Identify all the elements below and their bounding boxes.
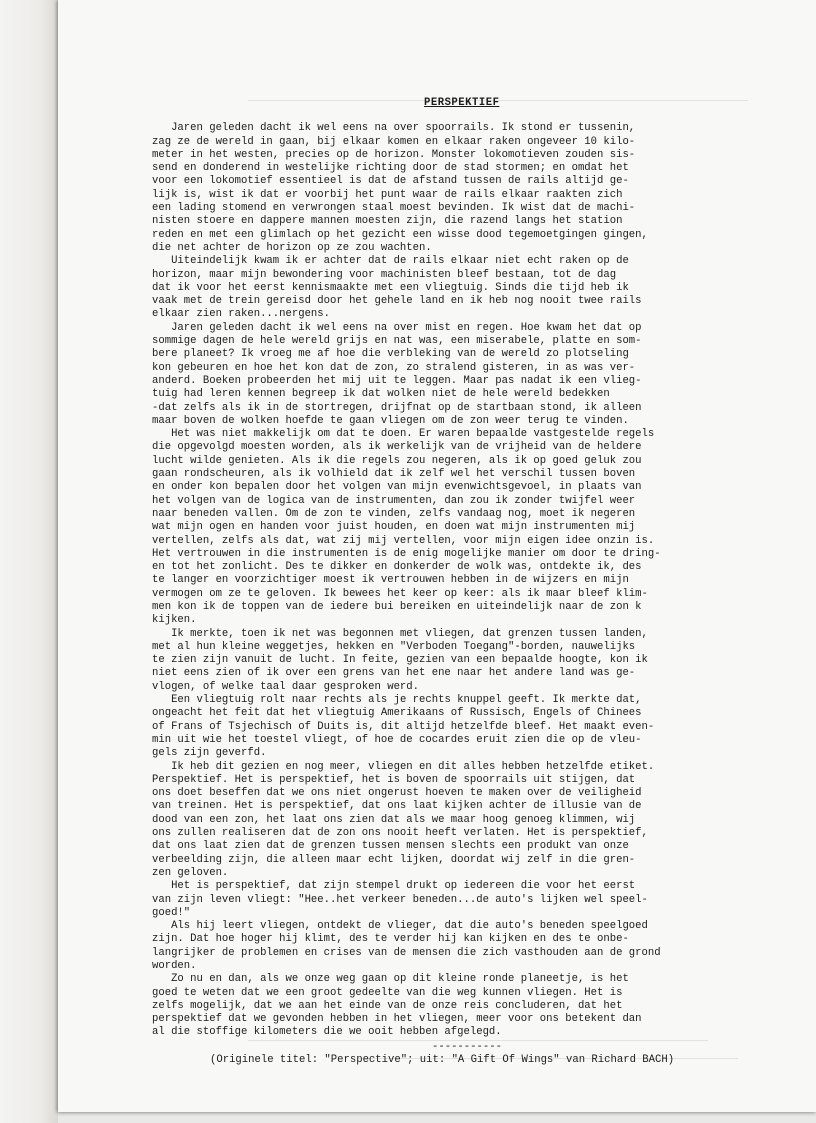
show-through-heading bbox=[578, 62, 585, 93]
backing-sheet bbox=[0, 0, 58, 1123]
paragraph: Als hij leert vliegen, ontdekt de vlieger, dat die auto's beneden speelgoed zijn. Dat hoe hoger hij klimt, des te verder hij kan kijken en des te onbe- langrijker de problemen en crises van de mensen die zich vasthouden aan de grond worden. bbox=[152, 920, 661, 972]
paragraph: Uiteindelijk kwam ik er achter dat de rails elkaar niet echt raken op de horizon, maar mijn bewondering voor machinisten bleef bestaan, tot de dag dat ik voor het eerst kennismaakte met een vliegtuig. Sinds die tijd heb ik vaak met de trein gereisd door het gehele land en ik heb nog nooit twee rails elkaar zien raken...nergens. bbox=[152, 255, 642, 321]
divider: ----------- bbox=[432, 1040, 502, 1053]
paragraph: Een vliegtuig rolt naar rechts als je rechts knuppel geeft. Ik merkte dat, ongeacht het feit dat het vliegtuig Amerikaans of Russisch, Engels of Chinees of Frans of Tsjechisch of Duits is, dit altijd hetzelfde bleef. Het maakt even- min uit wie het toestel vliegt, of hoe de cocardes eruit zien die op de vleu- gels zijn geverfd. bbox=[152, 694, 655, 760]
paragraph: Jaren geleden dacht ik wel eens na over mist en regen. Hoe kwam het dat op sommige dagen de hele wereld grijs en nat was, een miserabele, platte en som- bere planeet? Ik vroeg me af hoe die verbleking van de wereld zo plotseling kon gebeuren en hoe het kon dat de zon, zo stralend gisteren, in as was ver- anderd. Boeken probeerden het mij uit te leggen. Maar pas nadat ik een vlieg- tuig had leren kennen begreep ik dat wolken niet de hele wereld bedekken -dat zelfs als ik in de stortregen, drijfnat op de startbaan stond, ik alleen maar boven de wolken hoefde te gaan vliegen om de zon weer terug te vinden. bbox=[152, 321, 642, 427]
paragraph: Ik heb dit gezien en nog meer, vliegen en dit alles hebben hetzelfde etiket. Perspektief. Het is perspektief, het is boven de spoorrails uit stijgen, dat ons doet beseffen dat we ons niet ongerust hoeven te maken over de veiligheid van treinen. Het is perspektief, dat ons laat kijken achter de illusie van de dood van een zon, het laat ons zien dat als we maar hoog genoeg klimmen, wij ons zullen realiseren dat de zon ons nooit heeft verlaten. Het is perspektief, dat ons laat zien dat de grenzen tussen mensen slechts een produkt van onze verbeelding zijn, die alleen maar echt lijken, doordat wij zelf in die gren- zen geloven. bbox=[152, 760, 655, 879]
article-heading: PERSPEKTIEF bbox=[424, 97, 500, 109]
article bbox=[152, 97, 767, 1067]
article-body bbox=[152, 122, 767, 1039]
paragraph: Het was niet makkelijk om dat te doen. Er waren bepaalde vastgestelde regels die opgevolgd moesten worden, als ik werkelijk van de vrijheid van de heldere lucht wilde genieten. Als ik die regels zou negeren, als ik op goed geluk zou gaan rondscheuren, als ik volhield dat ik zelf wel het verschil tussen boven en onder kon bepalen door het volgen van mijn evenwichtsgevoel, in plaats van het volgen van de logica van de instrumenten, dan zou ik zonder twijfel weer naar beneden vallen. Om de zon te vinden, zelfs vandaag nog, moet ik negeren wat mijn ogen en handen voor juist houden, en doen wat mijn instrumenten mij vertellen, zelfs als dat, wat zij mij vertellen, voor mijn eigen idee onzin is. Het vertrouwen in die instrumenten is de enig mogelijke manier om door te dring- en tot het zonlicht. Des te dikker en donkerder de wolk was, ontdekte ik, des te langer en voorzichtiger moest ik vertrouwen hebben in de wijzers en mijn vermogen om ze te geloven. Ik bewees het keer op keer: als ik maar bleef klim- men kon ik de toppen van de iedere bui bereiken en uiteindelijk naar de zon k kijken. bbox=[152, 428, 661, 627]
paragraph: Jaren geleden dacht ik wel eens na over spoorrails. Ik stond er tussenin, zag ze de wereld in gaan, bij elkaar komen en elkaar raken ongeveer 10 kilo- meter in het westen, precies op de horizon. Monster lokomotieven zouden sis- send en donderend in westelijke richting door de stad stormen; en omdat het voor een lokomotief essentieel is dat de afstand tussen de rails altijd ge- lijk is, wist ik dat er voorbij het punt waar de rails elkaar raakten zich een lading stomend en verwrongen staal moest bevinden. Ik wist dat de machi- nisten stoere en dappere mannen moesten zijn, die razend langs het station reden en met een glimlach op het gezicht een wisse dood tegemoetgingen gingen, die net achter de horizon op ze zou wachten. bbox=[152, 122, 648, 254]
paragraph: Het is perspektief, dat zijn stempel drukt op iedereen die voor het eerst van zijn leven vliegt: "Hee..het verkeer beneden...de auto's lijken wel speel- goed!" bbox=[152, 880, 648, 919]
source-credit: (Originele titel: "Perspective"; uit: "A Gift Of Wings" van Richard BACH) bbox=[210, 1053, 675, 1066]
paragraph: Ik merkte, toen ik net was begonnen met vliegen, dat grenzen tussen landen, met al hun kleine weggetjes, hekken en "Verboden Toegang"-borden, nauwelijks te zien zijn vanuit de lucht. In feite, gezien van een bepaalde hoogte, kon ik niet eens zien of ik over een grens van het ene naar het andere land was ge- vlogen, of welke taal daar gesproken werd. bbox=[152, 627, 648, 693]
paragraph: Zo nu en dan, als we onze weg gaan op dit kleine ronde planeetje, is het goed te weten dat we een groot gedeelte van die weg kunnen vliegen. Het is zelfs mogelijk, dat we aan het einde van de onze reis concluderen, dat het perspektief dat we gevonden hebben in het vliegen, meer voor ons betekent dan al die stoffige kilometers die we ooit hebben afgelegd. bbox=[152, 973, 642, 1039]
